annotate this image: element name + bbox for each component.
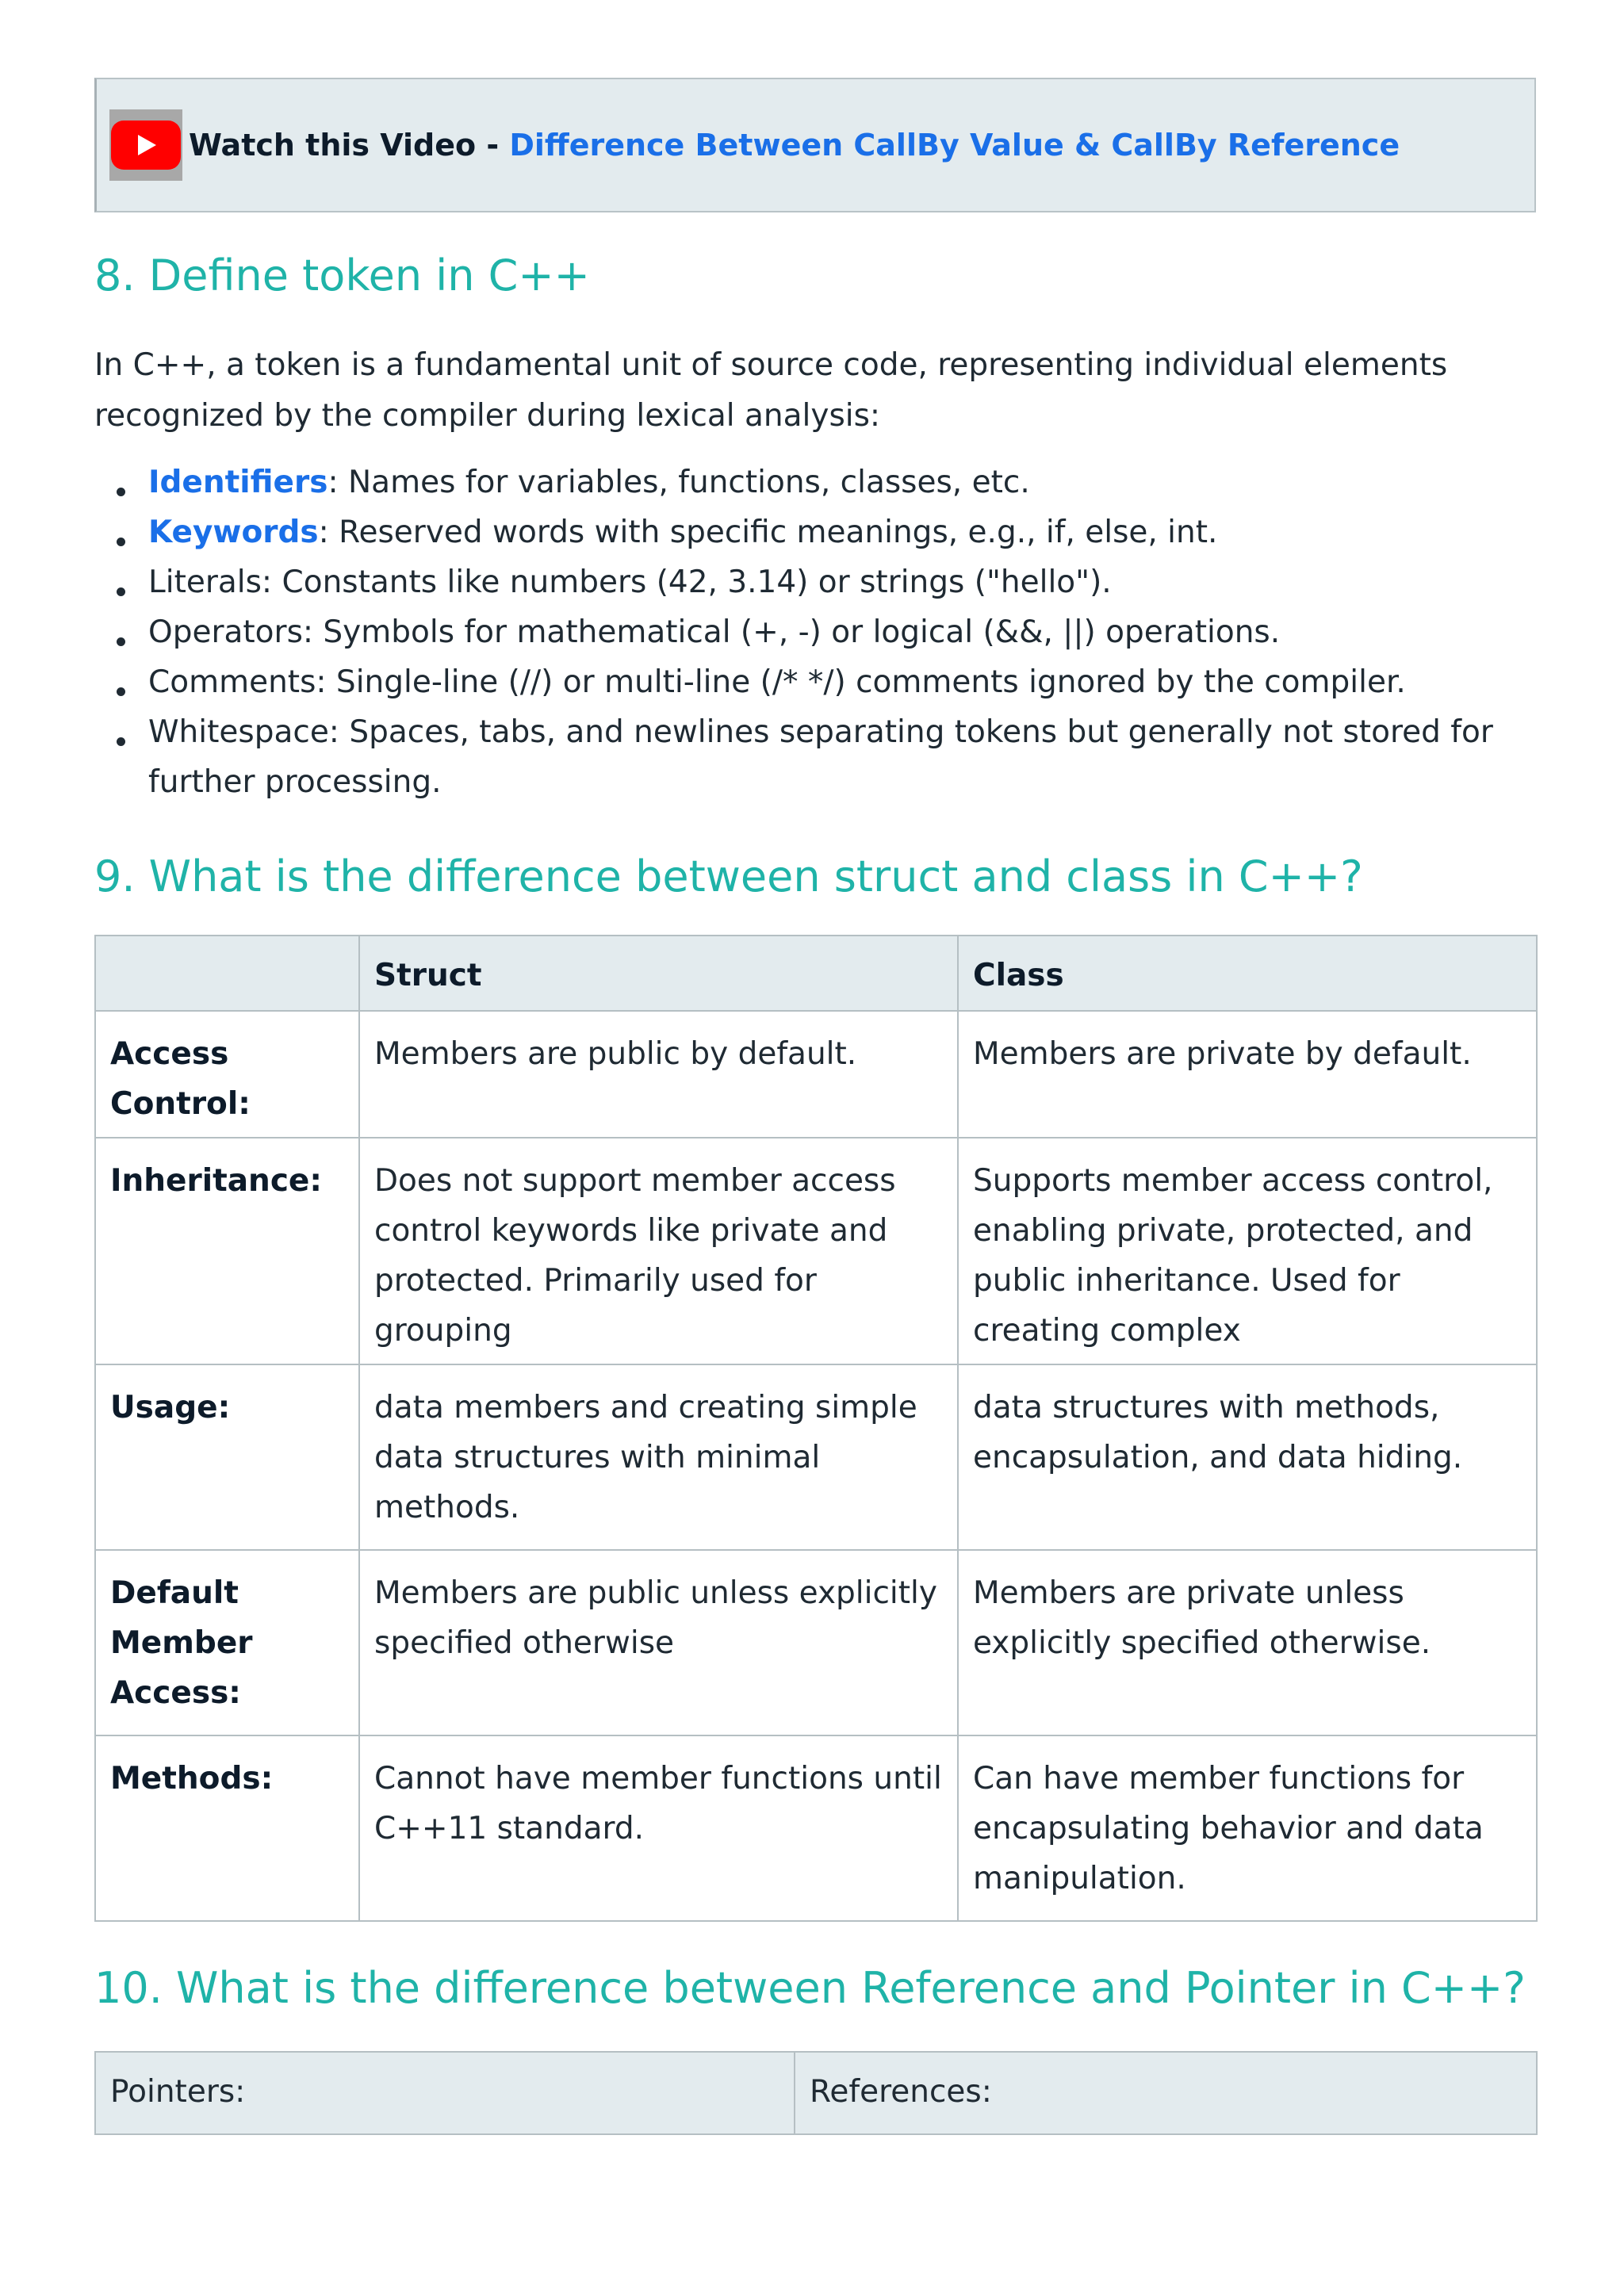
- page: [94, 78, 1536, 2135]
- list-item: [94, 557, 1560, 607]
- row-label: Default Member Access:: [95, 1550, 359, 1735]
- table-header-empty: [95, 936, 359, 1011]
- struct-cell: Members are public unless explicitly specified otherwise: [359, 1550, 958, 1735]
- row-label: Usage:: [95, 1364, 359, 1550]
- row-label: Inheritance:: [95, 1138, 359, 1364]
- row-label: Methods:: [95, 1735, 359, 1921]
- table-row: [95, 1138, 1537, 1364]
- list-item-text: Whitespace: Spaces, tabs, and newlines separating tokens but generally not stored for further processing.: [148, 714, 1493, 800]
- list-item-text: Comments: Single-line (//) or multi-line (/* */) comments ignored by the compiler.: [148, 664, 1406, 700]
- section-8-intro: In C++, a token is a fundamental unit of source code, representing individual elements recognized by the compiler during lexical analysis:: [94, 347, 1448, 434]
- table-row: [95, 1735, 1537, 1921]
- struct-cell: Cannot have member functions until C++11 standard.: [359, 1735, 958, 1921]
- table-header-pointers: Pointers:: [95, 2052, 795, 2134]
- list-item: [94, 657, 1560, 707]
- table-header-class: Class: [958, 936, 1537, 1011]
- struct-class-table: [94, 935, 1538, 1922]
- list-item: [94, 457, 1560, 507]
- keyword-keywords[interactable]: Keywords: [148, 515, 319, 550]
- table-header-references: References:: [795, 2052, 1537, 2134]
- class-cell: Members are private unless explicitly specified otherwise.: [958, 1550, 1537, 1735]
- list-item: [94, 607, 1560, 657]
- class-cell: Can have member functions for encapsulating behavior and data manipulation.: [958, 1735, 1537, 1921]
- list-item-text: Operators: Symbols for mathematical (+, -) or logical (&&, ||) operations.: [148, 614, 1281, 650]
- struct-cell: data members and creating simple data structures with minimal methods.: [359, 1364, 958, 1550]
- table-row: [95, 1364, 1537, 1550]
- section-8-heading: 8. Define token in C++: [94, 251, 590, 300]
- class-cell: Supports member access control, enabling private, protected, and public inheritance. Used for creating complex: [958, 1138, 1537, 1364]
- row-label: Access Control:: [95, 1011, 359, 1138]
- struct-cell: Does not support member access control keywords like private and protected. Primarily used for grouping: [359, 1138, 958, 1364]
- table-header-struct: Struct: [359, 936, 958, 1011]
- class-cell: Members are private by default.: [958, 1011, 1537, 1138]
- table-row: [95, 1011, 1537, 1138]
- struct-cell: Members are public by default.: [359, 1011, 958, 1138]
- table-header-row: [95, 2052, 1537, 2134]
- video-callout: [94, 78, 1536, 212]
- table-header-row: [95, 936, 1537, 1011]
- list-item-text: : Names for variables, functions, classes, etc.: [327, 465, 1030, 500]
- video-prefix: Watch this Video -: [189, 128, 510, 163]
- list-item: [94, 707, 1560, 807]
- youtube-icon-frame[interactable]: [109, 109, 182, 181]
- video-caption: [189, 128, 1400, 163]
- table-row: [95, 1550, 1537, 1735]
- list-item: [94, 507, 1560, 557]
- section-10-heading: 10. What is the difference between Reference and Pointer in C++?: [94, 1963, 1526, 2013]
- section-9-heading: 9. What is the difference between struct and class in C++?: [94, 851, 1363, 901]
- list-item-text: Literals: Constants like numbers (42, 3.14) or strings ("hello").: [148, 564, 1112, 600]
- video-link[interactable]: Difference Between CallBy Value & CallBy Reference: [509, 128, 1400, 163]
- list-item-text: : Reserved words with specific meanings, e.g., if, else, int.: [318, 515, 1218, 550]
- youtube-play-icon[interactable]: [111, 121, 181, 170]
- class-cell: data structures with methods, encapsulation, and data hiding.: [958, 1364, 1537, 1550]
- token-list: [94, 457, 1536, 807]
- pointer-reference-table: [94, 2051, 1538, 2135]
- keyword-identifiers[interactable]: Identifiers: [148, 465, 328, 500]
